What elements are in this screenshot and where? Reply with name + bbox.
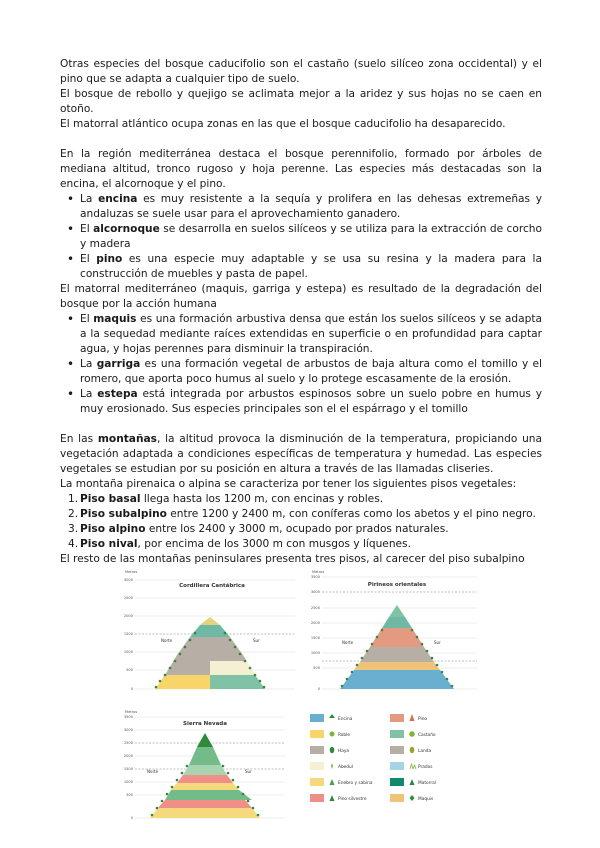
side-label-norte: Norte: [342, 640, 354, 645]
list-item: 3. Piso alpino entre los 2400 y 3000 m, ocupado por prados naturales.: [68, 523, 449, 535]
list-item: • La estepa está integrada por arbustos espinosos sobre un suelo pobre en humus y muy erosionado. Sus especies principales son el el espárrago y el tomillo: [80, 387, 542, 417]
chart-title: Sierra Nevada: [183, 721, 227, 727]
legend-label: Landa: [418, 749, 432, 754]
tick-label: 500: [126, 668, 133, 672]
paragraph: El matorral atlántico ocupa zonas en las que el bosque caducifolio ha desaparecido.: [60, 118, 506, 130]
list-item: 1. Piso basal llega hasta los 1200 m, con encinas y robles.: [68, 493, 384, 505]
list-item: • El maquis es una formación arbustiva densa que están los suelos silíceos y se adapta a la sequedad mediante raíces extendidas en superficie o en profundidad para captar agua, y hojas perennes para disminuir la transpiración.: [80, 312, 542, 357]
tick-label: 1500: [123, 767, 133, 771]
tick-label: 3500: [310, 575, 320, 579]
paragraph: La montaña pirenaica o alpina se caracteriza por tener los siguientes pisos vegetales:: [60, 478, 517, 490]
tick-label: 2500: [310, 606, 320, 610]
paragraph: Otras especies del bosque caducifolio son el castaño (suelo silíceo zona occidental) y el pino que se adapta a cualquier tipo de suelo.: [60, 58, 542, 85]
legend-label: Encina: [338, 717, 353, 722]
unit-label: Metros: [125, 570, 138, 574]
chart-title: Pirineos orientales: [367, 582, 427, 588]
unit-label: Metros: [312, 570, 325, 574]
paragraph: El matorral mediterráneo (maquis, garriga y estepa) es resultado de la degradación del bosque por la acción humana: [60, 283, 542, 310]
tick-label: 1000: [123, 650, 133, 654]
legend-label: Enebro y sabina: [338, 781, 373, 786]
mediterranean-tree-list: [60, 192, 542, 282]
unit-label: Metros: [125, 710, 138, 714]
list-item: • El pino es una especie muy adaptable y se usa su resina y la madera para la construcción de muebles y pasta de papel.: [80, 252, 542, 282]
list-item: • La encina es muy resistente a la sequía y prolifera en las dehesas extremeñas y andaluzas se suele usar para el aprovechamiento ganadero.: [80, 192, 542, 222]
tick-label: 3500: [123, 715, 133, 719]
tick-label: 2500: [123, 741, 133, 745]
list-item: 2. Piso subalpino entre 1200 y 2400 m, con coníferas como los abetos y el pino negro.: [68, 508, 536, 520]
paragraph: En la región mediterránea destaca el bosque perennifolio, formado por árboles de mediana altitud, tronco rugoso y hoja perenne. Las especies más destacadas son la encina, el alcornoque y el pino.: [60, 148, 542, 190]
side-label-sur: Sur: [434, 640, 441, 645]
paragraph: En las montañas, la altitud provoca la disminución de la temperatura, propiciando una vegetación adaptada a condiciones específicas de temperatura y humedad. Las especies vegetales se estudian por su posición en altura a través de las llamadas cliseries.: [60, 433, 542, 475]
list-item: • La garriga es una formación vegetal de arbustos de baja altura como el tomillo y el romero, que aporta poco humus al suelo y lo protege escasamente de la erosión.: [80, 357, 542, 387]
legend-label: Pino: [418, 717, 428, 722]
tick-label: 3000: [123, 578, 133, 582]
paragraph: El bosque de rebollo y quejigo se aclimata mejor a la aridez y sus hojas no se caen en otoño.: [60, 88, 542, 115]
legend-label: Castaño: [418, 733, 436, 738]
tick-label: 1500: [123, 632, 133, 636]
matorral-list: [60, 312, 542, 417]
legend-label: Maquis: [418, 797, 434, 802]
legend-label: Prados: [418, 765, 433, 770]
tick-label: 1000: [310, 651, 320, 655]
tick-label: 1000: [123, 780, 133, 784]
mountain-levels-list: [60, 492, 542, 552]
tick-label: 0: [130, 816, 133, 820]
side-label-sur: Sur: [245, 769, 252, 774]
tick-label: 0: [130, 687, 133, 691]
tick-label: 2000: [123, 614, 133, 618]
side-label-norte: Norte: [147, 769, 159, 774]
tick-label: 1500: [310, 636, 320, 640]
tick-label: 500: [313, 666, 320, 670]
paragraph: El resto de las montañas peninsulares presenta tres pisos, al carecer del piso subalpino: [60, 553, 525, 565]
tick-label: 2000: [310, 621, 320, 625]
legend-label: Haya: [338, 749, 350, 754]
text-body: [60, 57, 542, 567]
tick-label: 500: [126, 793, 133, 797]
tick-label: 3000: [310, 590, 320, 594]
chart-title: Cordillera Cantábrica: [179, 583, 245, 589]
tick-label: 3000: [123, 728, 133, 732]
legend-label: Abedul: [338, 765, 353, 770]
legend-label: Pino silvestre: [338, 797, 367, 802]
tick-label: 0: [317, 687, 320, 691]
side-label-norte: Norte: [161, 638, 173, 643]
tick-label: 2500: [123, 596, 133, 600]
list-item: • El alcornoque se desarrolla en suelos silíceos y se utiliza para la extracción de corcho y madera: [80, 222, 542, 252]
list-item: 4. Piso nival, por encima de los 3000 m con musgos y líquenes.: [68, 538, 411, 550]
side-label-sur: Sur: [253, 638, 260, 643]
tick-label: 2000: [123, 754, 133, 758]
legend-label: Matorral: [418, 781, 436, 786]
legend-label: Roble: [338, 733, 350, 738]
